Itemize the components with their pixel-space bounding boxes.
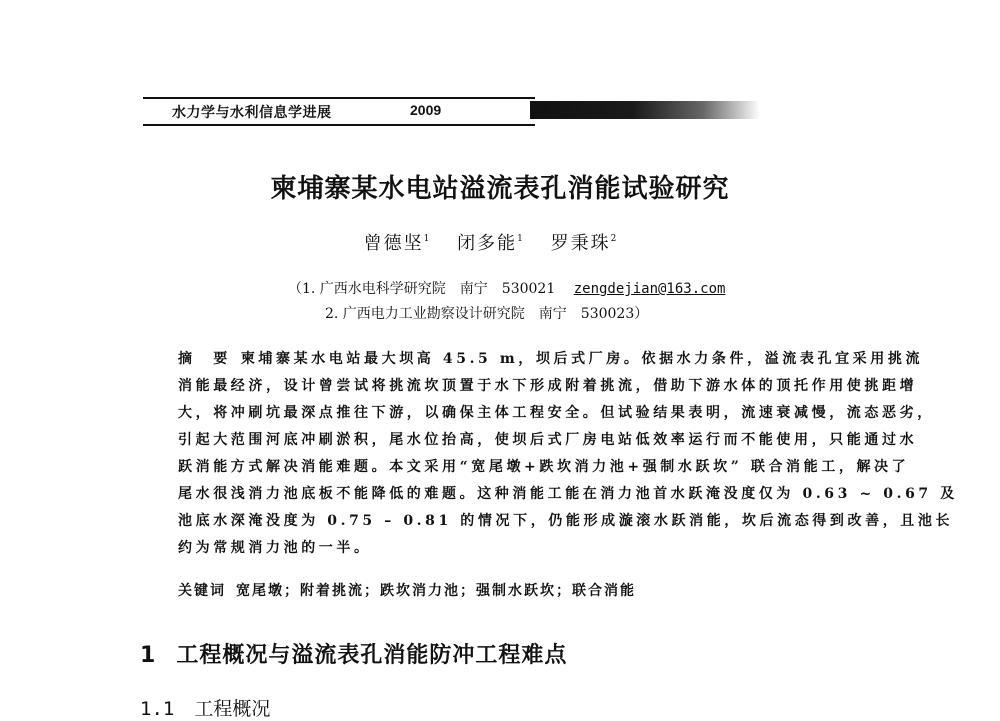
abstract-line: 池底水深淹没度为 0.75 – 0.81 的情况下，仍能形成漩滚水跃消能，坎后流态得到改善，且池长 xyxy=(178,513,954,529)
author-name: 曾德坚 xyxy=(363,233,424,254)
abstract-line: 大，将冲刷坑最深点推往下游，以确保主体工程安全。但试验结果表明，流速衰减慢，流态恶劣， xyxy=(178,405,935,421)
abstract-line: 约为常规消力池的一半。 xyxy=(178,540,372,556)
keywords-line xyxy=(178,580,636,600)
abstract-line: 引起大范围河底冲刷淤积，尾水位抬高，使坝后式厂房电站低效率运行而不能使用，只能通过水 xyxy=(178,432,918,448)
subsection-number: 1.1 xyxy=(140,698,175,720)
section-number: 1 xyxy=(140,643,157,668)
affiliation-1 xyxy=(288,278,725,298)
abstract-line xyxy=(178,348,923,368)
header-decorative-bar xyxy=(530,101,760,119)
abstract-line: 消能最经济，设计曾尝试将挑流坎顶置于水下形成附着挑流，借助下游水体的顶托作用使挑距增 xyxy=(178,378,918,394)
abstract-text: 柬埔寨某水电站最大坝高 45.5 m，坝后式厂房。依据水力条件，溢流表孔宜采用挑流 xyxy=(240,351,924,367)
author-list xyxy=(0,229,1000,255)
section-heading xyxy=(140,638,567,669)
section-title: 工程概况与溢流表孔消能防冲工程难点 xyxy=(176,643,568,668)
author-name: 罗秉珠 xyxy=(550,233,611,254)
author-affiliation-mark: 1 xyxy=(423,234,432,244)
affiliation-text: （1. 广西水电科学研究院 南宁 530021 xyxy=(288,281,556,297)
email-link[interactable]: zengdejian@163.com xyxy=(573,281,726,297)
journal-year: 2009 xyxy=(410,102,442,118)
keywords-label: 关键词 xyxy=(178,583,226,599)
header-rule-bottom xyxy=(143,124,535,126)
header-rule-top xyxy=(143,97,535,99)
author-name: 闭多能 xyxy=(457,233,518,254)
paper-title: 柬埔寨某水电站溢流表孔消能试验研究 xyxy=(270,174,730,204)
author-affiliation-mark: 1 xyxy=(517,234,525,244)
subsection-heading xyxy=(140,694,270,721)
abstract-line: 跃消能方式解决消能难题。本文采用“宽尾墩+跌坎消力池+强制水跃坎” 联合消能工，解决了 xyxy=(178,459,910,475)
journal-name: 水力学与水利信息学进展 xyxy=(172,105,332,121)
author-affiliation-mark: 2 xyxy=(610,234,619,244)
subsection-title: 工程概况 xyxy=(194,698,271,720)
keywords-text: 宽尾墩；附着挑流；跌坎消力池；强制水跃坎；联合消能 xyxy=(236,583,636,599)
abstract-line: 尾水很浅消力池底板不能降低的难题。这种消能工能在消力池首水跃淹没度仅为 0.63 ~ 0.67 及 xyxy=(178,486,958,502)
affiliation-2: 2. 广西电力工业勘察设计研究院 南宁 530023） xyxy=(325,306,649,322)
abstract-label: 摘 要 xyxy=(178,351,231,367)
